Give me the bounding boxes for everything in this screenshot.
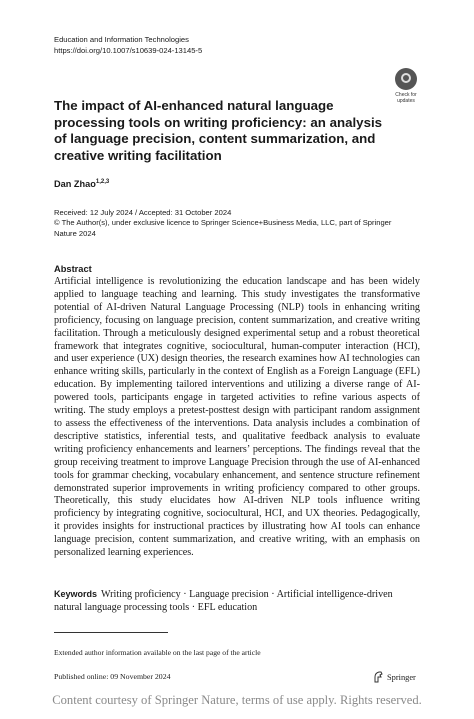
check-for-updates-badge[interactable]: [390, 68, 422, 104]
journal-name: Education and Information Technologies: [54, 35, 189, 44]
footnote: Extended author information available on the last page of the article: [54, 648, 261, 657]
keywords-list: Writing proficiency · Language precision · Artificial intelligence-driven natural language processing tools · EFL education: [54, 589, 393, 613]
abstract-text: Artificial intelligence is revolutionizing the education landscape and has been widely applied to language teaching and learning. This study investigates the transformative potential of AI-driven Natural Language Processing (NLP) tools in enhancing writing proficiency, focusing on language precision, content summarization, and creative writing facilitation. Through a meticulously designed experimental setup and a robust theoretical framework that integrates cognitive, sociocultural, human-computer interaction (HCI), and user experience (UX) design theories, the research examines how AI technologies can enhance writing skills, particularly in the context of English as a Foreign Language (EFL) education. By implementing tailored interventions and utilizing a diverse range of AI-powered tools, participants engage in targeted activities to refine various aspects of writing. The study employs a pretest-posttest design with participant random assignment to assess the effectiveness of the interventions. Data analysis includes a combination of descriptive statistics, inferential tests, and qualitative feedback analysis to evaluate writing proficiency enhancements and learners’ perceptions. The findings reveal that the group receiving treatment to improve Language Precision through the use of AI-enhanced tools for grammar checking, vocabulary enhancement, and sentence structure refinement demonstrated superior improvements in writing proficiency compared to other groups. Theoretically, this study elucidates how AI-driven NLP tools influence writing proficiency by integrating cognitive, sociocultural, HCI, and UX theories. Pedagogically, it provides insights for instructional practices by illustrating how AI tools can enhance language precision, content summarization, and creative writing, with an emphasis on personalized learning experiences.: [54, 276, 420, 559]
article-title: The impact of AI-enhanced natural language processing tools on writing proficiency: an analysis of language precision, content summarization, and creative writing facilitation: [54, 98, 383, 163]
author-line: [54, 179, 109, 189]
doi-link[interactable]: https://doi.org/10.1007/s10639-024-13145-5: [54, 45, 203, 55]
keywords: [54, 588, 420, 615]
received-accepted: Received: 12 July 2024 / Accepted: 31 October 2024: [54, 208, 232, 217]
article-history: [54, 208, 414, 239]
publisher-logo: [373, 671, 416, 683]
keywords-label: Keywords: [54, 589, 98, 599]
published-date: Published online: 09 November 2024: [54, 672, 171, 681]
publisher-name: Springer: [387, 672, 416, 682]
courtesy-notice: Content courtesy of Springer Nature, terms of use apply. Rights reserved.: [52, 693, 422, 707]
journal-header: [54, 35, 202, 56]
springer-horse-logo: [373, 671, 384, 683]
copyright-notice: © The Author(s), under exclusive licence to Springer Science+Business Media, LLC, part of Springer Nature 2024: [54, 218, 392, 238]
abstract-heading: Abstract: [54, 264, 92, 274]
check-for-updates-icon: [395, 68, 417, 90]
author-name[interactable]: Dan Zhao: [54, 179, 96, 190]
footnote-divider: [54, 632, 168, 633]
badge-label: Check for updates: [395, 92, 417, 104]
author-affiliations: 1,2,3: [95, 179, 110, 185]
